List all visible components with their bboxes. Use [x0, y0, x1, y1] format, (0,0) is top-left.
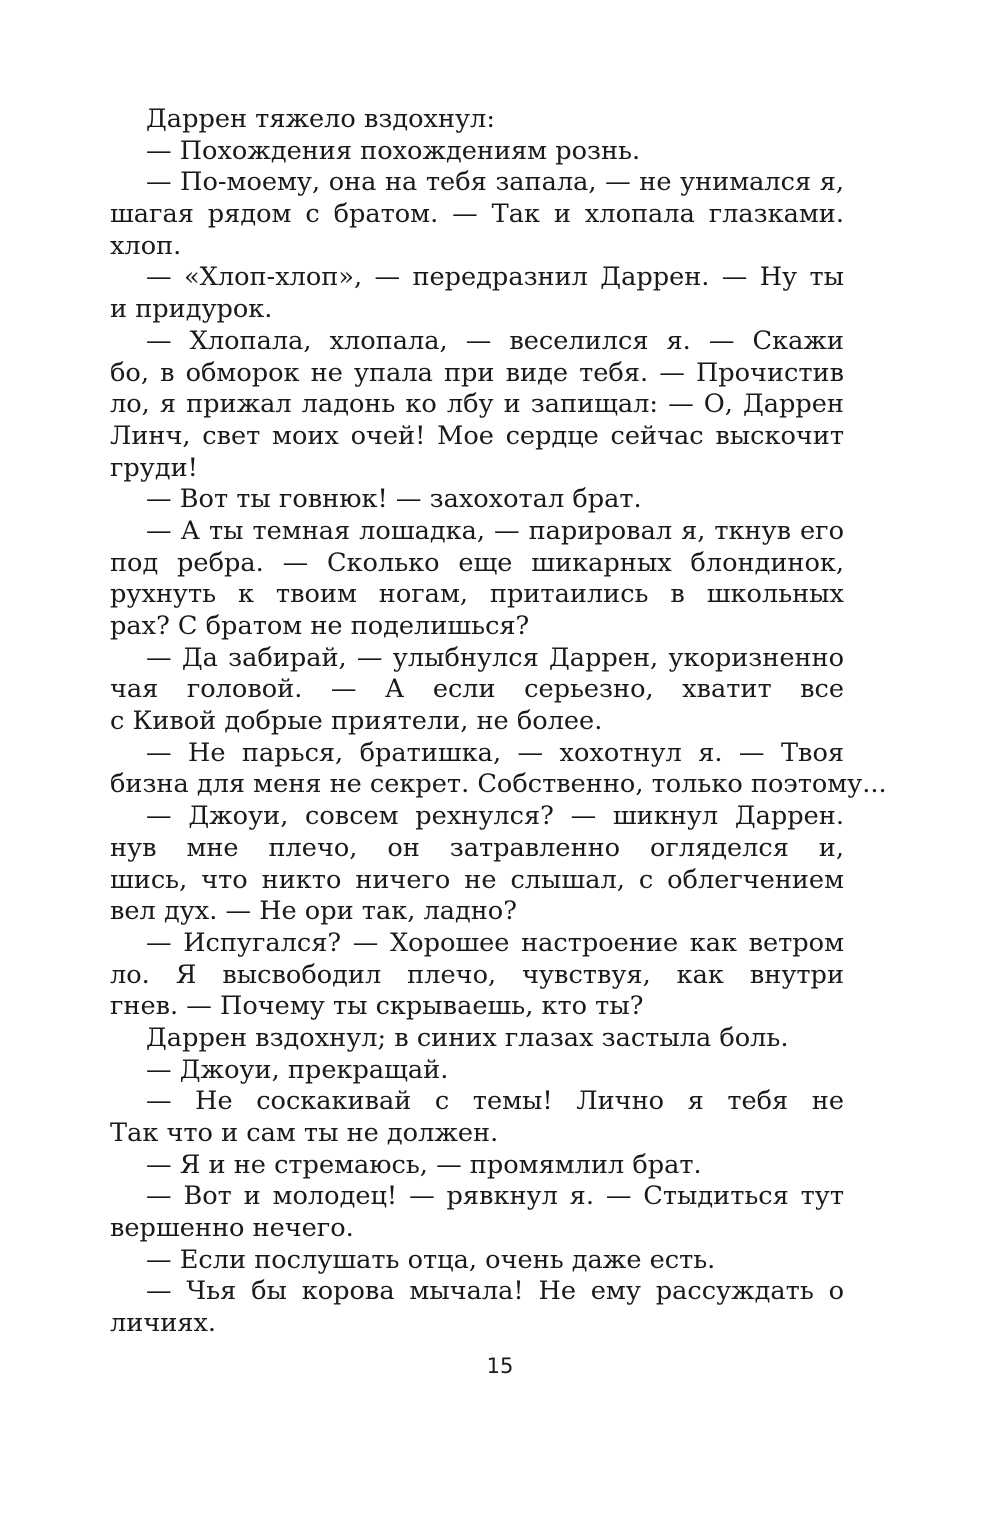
text-line: Даррен вздохнул; в синих глазах застыла боль.	[146, 1022, 789, 1053]
text-line: — Испугался? — Хорошее настроение как ветром	[146, 927, 844, 958]
text-line: чая головой. — А если серьезно, хватит все	[110, 674, 844, 705]
text-line: хлоп.	[110, 230, 182, 261]
text-line: — Джоуи, совсем рехнулся? — шикнул Даррен.	[146, 801, 844, 832]
text-line: шись, что никто ничего не слышал, с облегчением	[110, 864, 844, 895]
text-line: — Не соскакивай с темы! Лично я тебя не	[146, 1086, 844, 1117]
text-line: Даррен тяжело вздохнул:	[146, 104, 495, 134]
text-line: под ребра. — Сколько еще шикарных блондинок,	[110, 547, 844, 578]
text-line: — Хлопала, хлопала, — веселился я. — Скажи	[146, 325, 844, 356]
text-line: — Вот и молодец! — рявкнул я. — Стыдиться тут	[146, 1181, 844, 1212]
text-line: — Чья бы корова мычала! Не ему рассуждать о	[146, 1276, 844, 1307]
page-number: 15	[486, 1354, 514, 1378]
text-line: — По-моему, она на тебя запала, — не унимался я,	[146, 167, 844, 198]
text-line: нув мне плечо, он затравленно огляделся и,	[110, 832, 844, 863]
text-line: вершенно нечего.	[110, 1213, 354, 1244]
text-line: — Да забирай, — улыбнулся Даррен, укоризненно	[146, 642, 844, 673]
text-line: ло, я прижал ладонь ко лбу и запищал: — О, Даррен	[110, 389, 844, 420]
text-line: Линч, свет моих очей! Мое сердце сейчас выскочит	[110, 420, 844, 451]
text-line: бо, в обморок не упала при виде тебя. — Прочистив	[110, 357, 844, 388]
text-line: рухнуть к твоим ногам, притаились в школьных	[110, 579, 844, 610]
text-line: — Не парься, братишка, — хохотнул я. — Твоя	[146, 737, 844, 768]
text-line: вел дух. — Не ори так, ладно?	[110, 896, 517, 927]
text-line: — Я и не стремаюсь, — промямлил брат.	[146, 1149, 702, 1180]
text-line: — Если послушать отца, очень даже есть.	[146, 1244, 716, 1275]
text-line: — Вот ты говнюк! — захохотал брат.	[146, 484, 642, 515]
text-line: шагая рядом с братом. — Так и хлопала глазками.	[110, 199, 844, 230]
text-line: — А ты темная лошадка, — парировал я, ткнув его	[146, 515, 844, 546]
text-line: — «Хлоп-хлоп», — передразнил Даррен. — Ну ты	[146, 262, 844, 293]
text-line: — Джоуи, прекращай.	[146, 1054, 449, 1085]
text-line: гнев. — Почему ты скрываешь, кто ты?	[110, 991, 644, 1022]
text-line: бизна для меня не секрет. Собственно, только поэтому...	[110, 769, 887, 800]
text-line: ло. Я высвободил плечо, чувствуя, как внутри	[110, 959, 844, 990]
text-line: рах? С братом не поделишься?	[110, 611, 530, 641]
text-line: и придурок.	[110, 294, 273, 325]
text-line: с Кивой добрые приятели, не более.	[110, 706, 603, 737]
body-text	[110, 104, 887, 1340]
text-line: личиях.	[110, 1308, 217, 1339]
text-line: груди!	[110, 452, 198, 483]
text-line: Так что и сам ты не должен.	[110, 1118, 499, 1148]
text-line: — Похождения похождениям рознь.	[146, 135, 641, 166]
